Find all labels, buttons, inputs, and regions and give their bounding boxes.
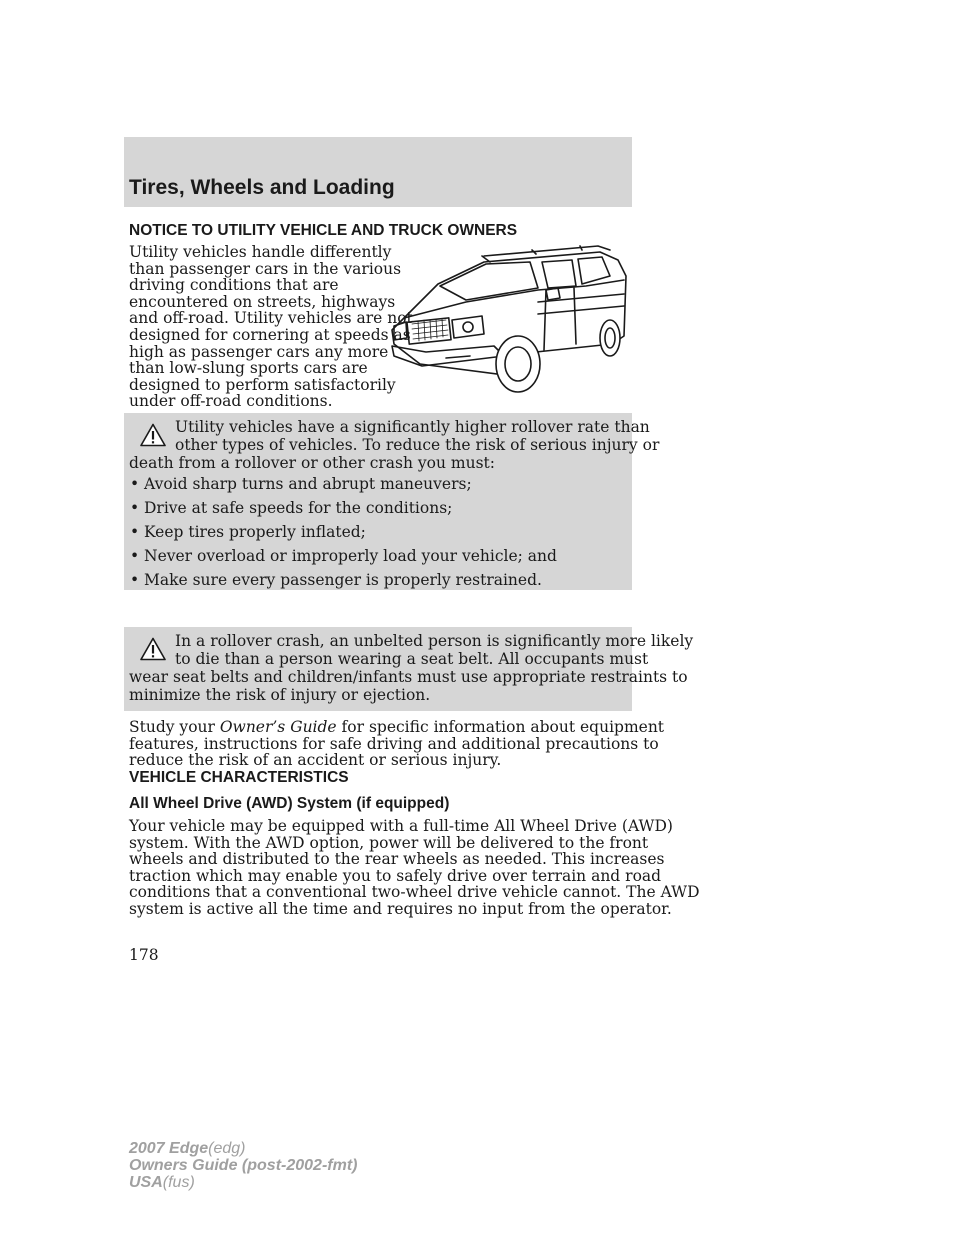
notice-line: under off-road conditions. (129, 392, 333, 411)
suv-illustration (386, 240, 634, 396)
notice-line: driving conditions that are (129, 276, 339, 295)
notice-line: Utility vehicles handle differently (129, 243, 392, 261)
study-line: reduce the risk of an accident or serious injury. (129, 751, 502, 770)
notice-heading: NOTICE TO UTILITY VEHICLE AND TRUCK OWNERS (129, 222, 518, 239)
footer-region: USA (129, 1174, 163, 1191)
notice-line: and off-road. Utility vehicles are not (129, 309, 413, 328)
footer-model-code: (edg) (208, 1140, 246, 1157)
list-item: • Keep tires properly inflated; (130, 523, 366, 541)
awd-subheading: All Wheel Drive (AWD) System (if equipped) (129, 795, 450, 812)
section-title: Tires, Wheels and Loading (129, 176, 395, 199)
owners-guide-title: Owner’s Guide (219, 718, 337, 736)
footer-region-code: (fus) (162, 1174, 195, 1191)
warning-line: other types of vehicles. To reduce the risk of serious injury or (175, 436, 660, 454)
notice-paragraph (129, 244, 413, 410)
study-suffix: for specific information about equipment (336, 718, 665, 736)
notice-line: high as passenger cars any more (129, 342, 389, 361)
list-item: • Never overload or improperly load your vehicle; and (130, 547, 557, 565)
awd-line: wheels and distributed to the rear wheels as needed. This increases (129, 850, 665, 869)
vehicle-characteristics-heading: VEHICLE CHARACTERISTICS (129, 769, 349, 786)
page-number: 178 (129, 946, 159, 964)
awd-line: conditions that a conventional two-wheel drive vehicle cannot. The AWD (129, 883, 700, 902)
footer-model: 2007 Edge (129, 1140, 209, 1157)
warning-triangle-icon (140, 637, 166, 661)
awd-line: traction which may enable you to safely drive over terrain and road (129, 866, 662, 885)
warning-line: to die than a person wearing a seat belt. All occupants must (175, 650, 649, 668)
study-paragraph (129, 719, 664, 769)
list-item: • Make sure every passenger is properly restrained. (130, 571, 542, 589)
warning-line: In a rollover crash, an unbelted person is significantly more likely (175, 632, 694, 650)
warning-line: death from a rollover or other crash you must: (129, 454, 495, 472)
awd-paragraph (129, 818, 700, 918)
notice-line: than low-slung sports cars are (129, 359, 368, 378)
warning-line: minimize the risk of injury or ejection. (129, 686, 431, 704)
notice-line: encountered on streets, highways (129, 292, 396, 311)
warning-line: Utility vehicles have a significantly higher rollover rate than (175, 418, 650, 436)
list-item: • Drive at safe speeds for the conditions; (130, 499, 453, 517)
warning-triangle-icon (140, 423, 166, 447)
notice-line: than passenger cars in the various (129, 259, 402, 278)
list-item: • Avoid sharp turns and abrupt maneuvers; (130, 475, 472, 493)
study-prefix: Study your (129, 718, 220, 736)
awd-line: system. With the AWD option, power will be delivered to the front (129, 833, 649, 852)
rollover-warning-box (124, 413, 660, 590)
notice-line: designed for cornering at speeds as (129, 325, 411, 344)
awd-line: system is active all the time and requires no input from the operator. (129, 899, 672, 918)
seatbelt-warning-box (124, 627, 694, 711)
document-footer (129, 1140, 357, 1191)
awd-line: Your vehicle may be equipped with a full-time All Wheel Drive (AWD) (129, 817, 673, 835)
study-line: features, instructions for safe driving and additional precautions to (129, 734, 659, 753)
footer-guide-format: Owners Guide (post-2002-fmt) (129, 1157, 358, 1174)
warning-line: wear seat belts and children/infants must use appropriate restraints to (129, 668, 688, 686)
notice-line: designed to perform satisfactorily (129, 375, 396, 394)
